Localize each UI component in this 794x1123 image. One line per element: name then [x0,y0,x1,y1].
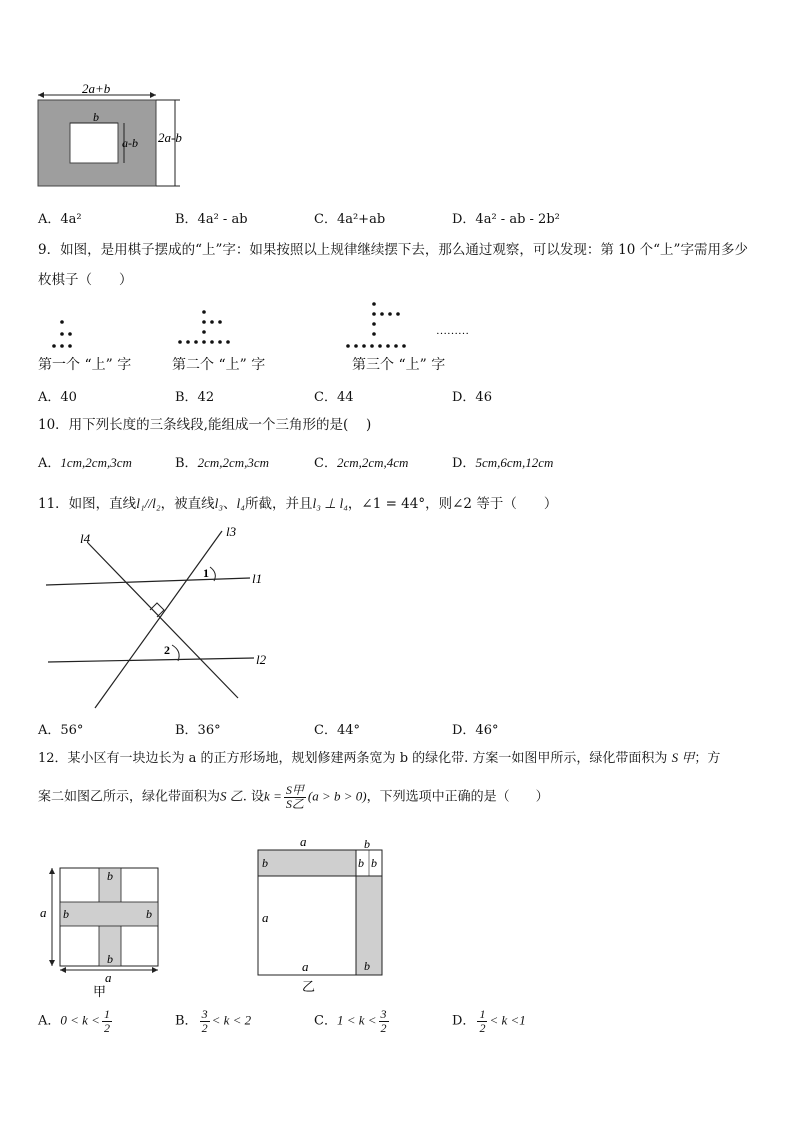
figure-q8 [30,80,200,195]
fig8-inner-right: a-b [122,136,138,150]
q12-option-b-label: B． [175,1013,198,1029]
q12-option-a-den: 2 [103,1020,110,1035]
q12-option-c-frac [379,1008,389,1034]
q12-option-a-left: 0 < k < [60,1012,100,1028]
jia-a-left: a [40,905,47,920]
jia-b-right: b [146,907,152,921]
q9-label-3: 第三个 “上” 字 [352,357,446,373]
q11-option-d[interactable]: D．46° [452,723,499,738]
q11-perp: l₃ ⊥ l₄ [312,496,348,511]
q9-option-b[interactable]: B．42 [175,390,215,405]
q12-option-b-den: 2 [201,1020,208,1035]
q12-line2-b: . 设 [242,789,265,805]
q12-line2-c: ，下列选项中正确的是（ ） [366,789,549,805]
q11-option-a[interactable]: A．56° [38,723,84,738]
label-l2: l2 [256,652,267,667]
q8-option-a[interactable]: A．4a² [38,212,82,227]
q11-option-c[interactable]: C．44° [314,723,360,738]
jia-horizontal-band [60,902,158,926]
line-l4 [88,543,238,698]
shang-3 [346,302,406,348]
q12-s-jia: S 甲 [671,750,695,765]
figure-q12-yi [250,834,390,994]
q10-text: 10．用下列长度的三条线段,能组成一个三角形的是( ) [38,417,372,433]
q10-option-a[interactable] [38,452,132,471]
line-l3 [95,531,222,708]
shang-1 [52,320,72,348]
q10-option-c-label: C． [314,456,337,471]
q11-text [38,491,557,518]
jia-b-left: b [63,907,69,921]
q11-text-c: 所截，并且 [244,496,313,512]
q10-option-c[interactable] [314,452,408,471]
q12-option-b-frac [200,1008,210,1034]
q12-option-d[interactable] [452,1008,526,1034]
q9-label-2: 第二个 “上” 字 [172,357,266,373]
q10-option-d[interactable] [452,452,553,471]
q9-ellipsis: ……… [436,325,469,337]
q12-option-c-label: C． [314,1013,337,1029]
q12-option-b-num: 3 [201,1007,208,1021]
q12-s-yi: S 乙 [220,788,243,804]
q12-line1-end: ；方 [694,751,721,766]
q10-option-a-label: A． [38,456,61,471]
q11-sep: 、 [223,496,237,512]
q12-option-a-num: 1 [103,1007,110,1021]
fig8-top-label: 2a+b [82,81,111,96]
q12-line2-a: 案二如图乙所示，绿化带面积为 [38,789,221,805]
q12-k-eq: k = [264,788,282,804]
yi-top-band [258,850,356,876]
label-l3: l3 [226,524,237,539]
angle-2-arc [172,645,179,661]
yi-a-left: a [262,910,269,925]
q10-option-d-label: D． [452,456,476,471]
q12-option-d-right: < k <1 [489,1012,526,1028]
yi-a-top: a [300,834,307,849]
label-angle-1: 1 [203,566,209,580]
yi-b-bottom: b [364,959,370,973]
q11-text-a: 11．如图，直线 [38,496,137,512]
figure-q12-jia [36,862,166,998]
line-l1 [46,578,250,585]
jia-b-bottom: b [107,952,113,966]
fig8-inner-top: b [93,110,99,124]
figure-q11 [40,523,280,713]
jia-caption: 甲 [93,984,107,998]
yi-caption: 乙 [302,979,316,994]
q9-text-line1: 9．如图，是用棋子摆成的“上”字：如果按照以上规律继续摆下去，那么通过观察，可以发现：第 10 个“上”字需用多少 [38,242,748,258]
q12-line2 [38,784,549,810]
q12-option-a[interactable] [38,1008,114,1034]
q8-option-c[interactable]: C．4a²+ab [314,212,386,227]
q8-option-d[interactable]: D．4a² - ab - 2b² [452,212,560,227]
q9-option-c[interactable]: C．44 [314,390,354,405]
q12-option-d-num: 1 [479,1007,486,1021]
line-l2 [48,658,254,662]
yi-a-bottom: a [302,959,309,974]
label-l4: l4 [80,531,91,546]
q12-option-c-left: 1 < k < [336,1012,377,1028]
q9-option-d[interactable]: D．46 [452,390,492,405]
jia-b-top: b [107,869,113,883]
q12-option-a-label: A． [38,1013,61,1029]
yi-b-mid1: b [358,856,364,870]
yi-b-mid2: b [371,856,377,870]
q10-option-b[interactable] [175,452,269,471]
q12-option-c[interactable] [314,1008,391,1034]
shang-2 [178,310,230,344]
q11-text-e: ，则∠2 等于（ ） [425,496,558,512]
q10-option-c-value: 2cm,2cm,4cm [336,455,409,470]
q12-cond: (a > b > 0) [307,788,367,804]
q12-option-a-frac [102,1008,112,1034]
q12-frac-den: S乙 [285,796,304,811]
q12-option-d-den: 2 [479,1020,486,1035]
q11-l3: l₃ [214,496,224,511]
q11-text-b: ，被直线 [160,496,215,512]
q12-fraction [284,784,306,810]
q11-l4: l₄ [236,496,245,511]
q9-option-a[interactable]: A．40 [38,390,77,405]
q10-option-b-value: 2cm,2cm,3cm [197,455,270,470]
label-l1: l1 [252,571,263,586]
q8-option-b[interactable]: B．4a² - ab [175,212,248,227]
q12-option-b-right: < k < 2 [211,1012,252,1028]
q12-option-b[interactable] [175,1008,251,1034]
fig8-right-label: 2a-b [158,130,182,145]
q11-l1l2: l₁//l₂ [136,496,161,511]
q11-angle: ∠1 = 44° [361,496,426,512]
q10-option-b-label: B． [175,456,198,471]
q12-frac-num: S甲 [285,783,304,797]
fig8-inner-rect [70,123,118,163]
q10-option-d-value: 5cm,6cm,12cm [475,455,554,470]
yi-b-left: b [262,856,268,870]
q12-option-d-label: D． [452,1013,476,1029]
q9-text-line2: 枚棋子（ ） [38,272,133,288]
q9-label-1: 第一个 “上” 字 [38,357,132,373]
q12-option-c-num: 3 [380,1007,387,1021]
q12-line1 [38,746,720,772]
q11-option-b[interactable]: B．36° [175,723,221,738]
label-angle-2: 2 [164,643,170,657]
q12-option-d-frac [477,1008,487,1034]
yi-b-topright: b [364,837,370,851]
q12-option-c-den: 2 [380,1020,387,1035]
q10-option-a-value: 1cm,2cm,3cm [60,455,132,470]
jia-a-bottom: a [105,970,112,985]
q12-line1-text: 12．某小区有一块边长为 a 的正方形场地，规划修建两条宽为 b 的绿化带. 方案一如图甲所示，绿化带面积为 [38,751,668,766]
q11-text-d: ， [347,496,362,512]
